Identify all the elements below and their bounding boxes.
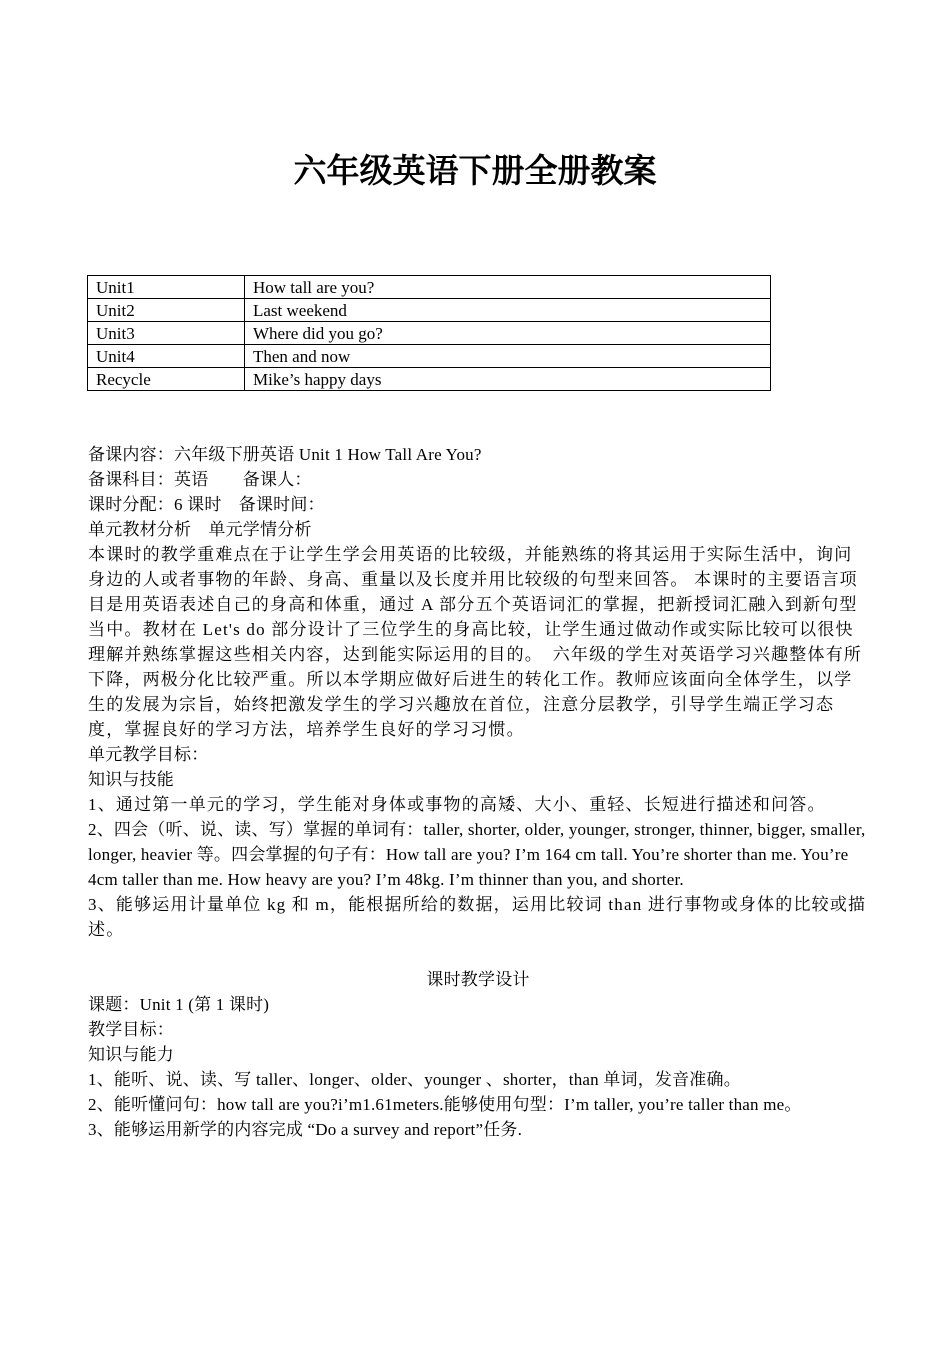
lesson-plan-body	[88, 442, 868, 1142]
lesson-design-heading: 课时教学设计	[426, 970, 530, 989]
unit-cell: Unit2	[88, 299, 245, 322]
table-row	[88, 299, 771, 322]
analysis-text: 本课时的教学重难点在于让学生学会用英语的比较级，并能熟练的将其运用于实际生活中，询问身边的人或者事物的年龄、身高、重量以及长度并用比较级的句型来回答。 本课时的主要语言项目是用英语表述自己的身高和体重，通过 A 部分五个英语词汇的掌握，把新授词汇融入到新句型当中。教材在 Let's do 部分设计了三位学生的身高比较，让学生通过做动作或实际比较可以很快理解并熟练掌握这些相关内容，达到能实际运用的目的。 六年级的学生对英语学习兴趣整体有所下降，两极分化比较严重。所以本学期应做好后进生的转化工作。教师应该面向全体学生，以学生的发展为宗旨，始终把激发学生的学习兴趣放在首位，注意分层教学，引导学生端正学习态度，掌握良好的学习方法，培养学生良好的学习习惯。	[88, 545, 863, 739]
page-title: 六年级英语下册全册教案	[293, 151, 657, 190]
unit-goal-item: 3、能够运用计量单位 kg 和 m，能根据所给的数据，运用比较词 than 进行事物或身体的比较或描述。	[88, 895, 867, 939]
lesson-goal-item: 2、能听懂问句：how tall are you?i’m1.61meters.能够使用句型：I’m taller, you’re taller than me。	[88, 1095, 802, 1114]
table-row	[88, 322, 771, 345]
lesson-goals-subheading: 知识与能力	[88, 1045, 174, 1064]
unit-goals-subheading: 知识与技能	[88, 770, 174, 789]
topic-cell: Where did you go?	[245, 322, 771, 345]
prep-schedule: 课时分配：6 课时 备课时间：	[88, 495, 325, 514]
table-row	[88, 276, 771, 299]
unit-cell: Unit1	[88, 276, 245, 299]
unit-cell: Recycle	[88, 368, 245, 391]
unit-cell: Unit3	[88, 322, 245, 345]
unit-goal-item: 2、四会（听、说、读、写）掌握的单词有：taller, shorter, older, younger, stronger, thinner, bigger, smaller, longer, heavier 等。四会掌握的句子有：How tall are you? I’m 164 cm tall. You’re shorter than me. You’re 4cm taller than me. How heavy are you? I’m 48kg. I’m thinner than you, and shorter.	[88, 820, 866, 889]
lesson-goals-heading: 教学目标：	[88, 1020, 174, 1039]
lesson-goal-item: 1、能听、说、读、写 taller、longer、older、younger 、shorter，than 单词，发音准确。	[88, 1070, 741, 1089]
lesson-goal-item: 3、能够运用新学的内容完成 “Do a survey and report”任务.	[88, 1120, 523, 1139]
topic-cell: Mike’s happy days	[245, 368, 771, 391]
topic-cell: Last weekend	[245, 299, 771, 322]
units-table	[87, 275, 771, 391]
unit-goals-heading: 单元教学目标：	[88, 745, 209, 764]
analysis-heading: 单元教材分析 单元学情分析	[88, 520, 312, 539]
unit-goal-item: 1、通过第一单元的学习，学生能对身体或事物的高矮、大小、重轻、长短进行描述和问答。	[88, 795, 826, 814]
lesson-topic: 课题：Unit 1 (第 1 课时)	[88, 995, 270, 1014]
table-row	[88, 368, 771, 391]
spacer	[88, 942, 868, 967]
prep-content: 备课内容：六年级下册英语 Unit 1 How Tall Are You?	[88, 445, 482, 464]
unit-cell: Unit4	[88, 345, 245, 368]
table-row	[88, 345, 771, 368]
topic-cell: How tall are you?	[245, 276, 771, 299]
prep-subject: 备课科目：英语 备课人：	[88, 470, 312, 489]
topic-cell: Then and now	[245, 345, 771, 368]
